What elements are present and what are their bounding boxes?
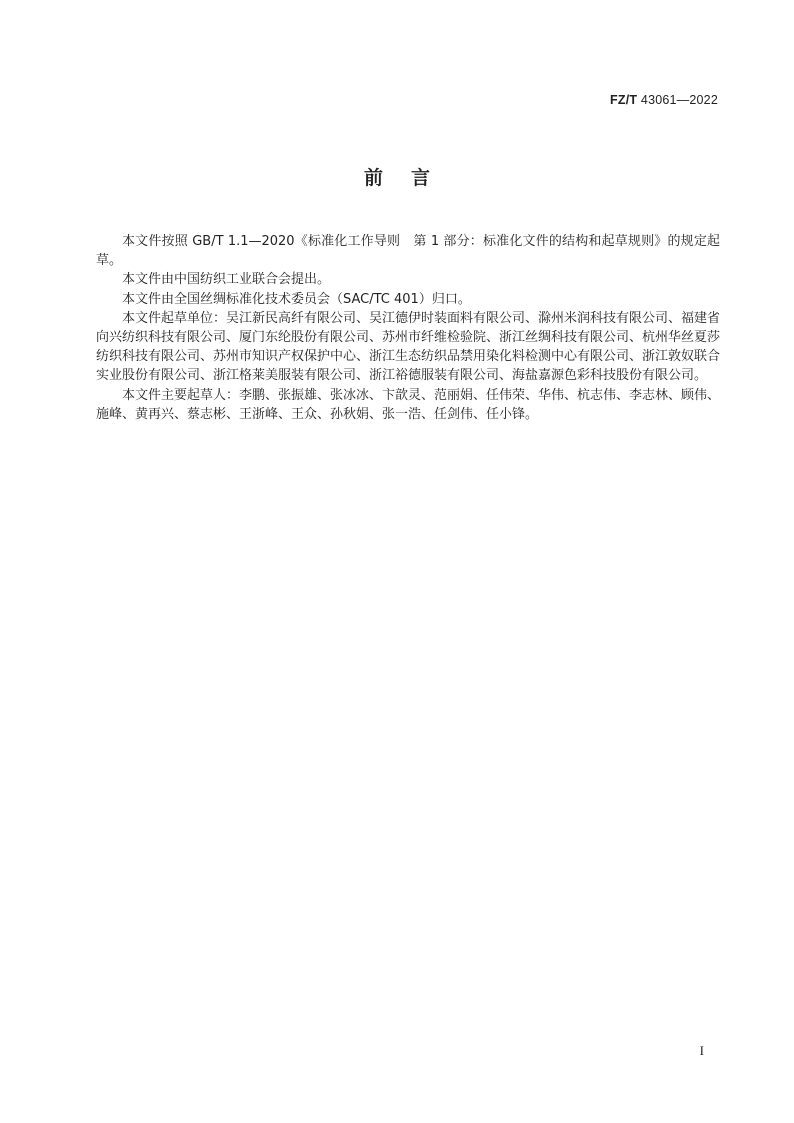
paragraph-drafting-rules: 本文件按照 GB/T 1.1—2020《标准化工作导则 第 1 部分：标准化文件的结构和起草规则》的规定起草。 <box>96 234 720 269</box>
paragraph-drafting-units: 本文件起草单位：吴江新民高纤有限公司、吴江德伊时装面料有限公司、滁州米润科技有限公司、福建省向兴纺织科技有限公司、厦门东纶股份有限公司、苏州市纤维检验院、浙江丝绸科技有限公司、杭州华丝夏莎纺织科技有限公司、苏州市知识产权保护中心、浙江生态纺织品禁用染化料检测中心有限公司、浙江敦奴联合实业股份有限公司、浙江格莱美服装有限公司、浙江裕德服装有限公司、海盐嘉源色彩科技股份有限公司。 <box>96 310 721 384</box>
foreword-body <box>96 232 720 424</box>
standard-code-prefix: FZ/T <box>610 93 638 107</box>
paragraph-administrator: 本文件由全国丝绸标准化技术委员会（SAC/TC 401）归口。 <box>122 291 471 307</box>
page-number: I <box>699 1043 704 1058</box>
paragraph-proposer: 本文件由中国纺织工业联合会提出。 <box>122 272 331 288</box>
paragraph-drafters: 本文件主要起草人：李鹏、张振雄、张冰冰、卞歆灵、范丽娟、任伟荣、华伟、杭志伟、李志林、顾伟、施峰、黄再兴、蔡志彬、王浙峰、王众、孙秋娟、张一浩、任剑伟、任小锋。 <box>96 387 721 422</box>
standard-code <box>610 93 718 107</box>
standard-code-number: 43061—2022 <box>640 93 718 107</box>
page-title: 前言 <box>363 167 458 189</box>
